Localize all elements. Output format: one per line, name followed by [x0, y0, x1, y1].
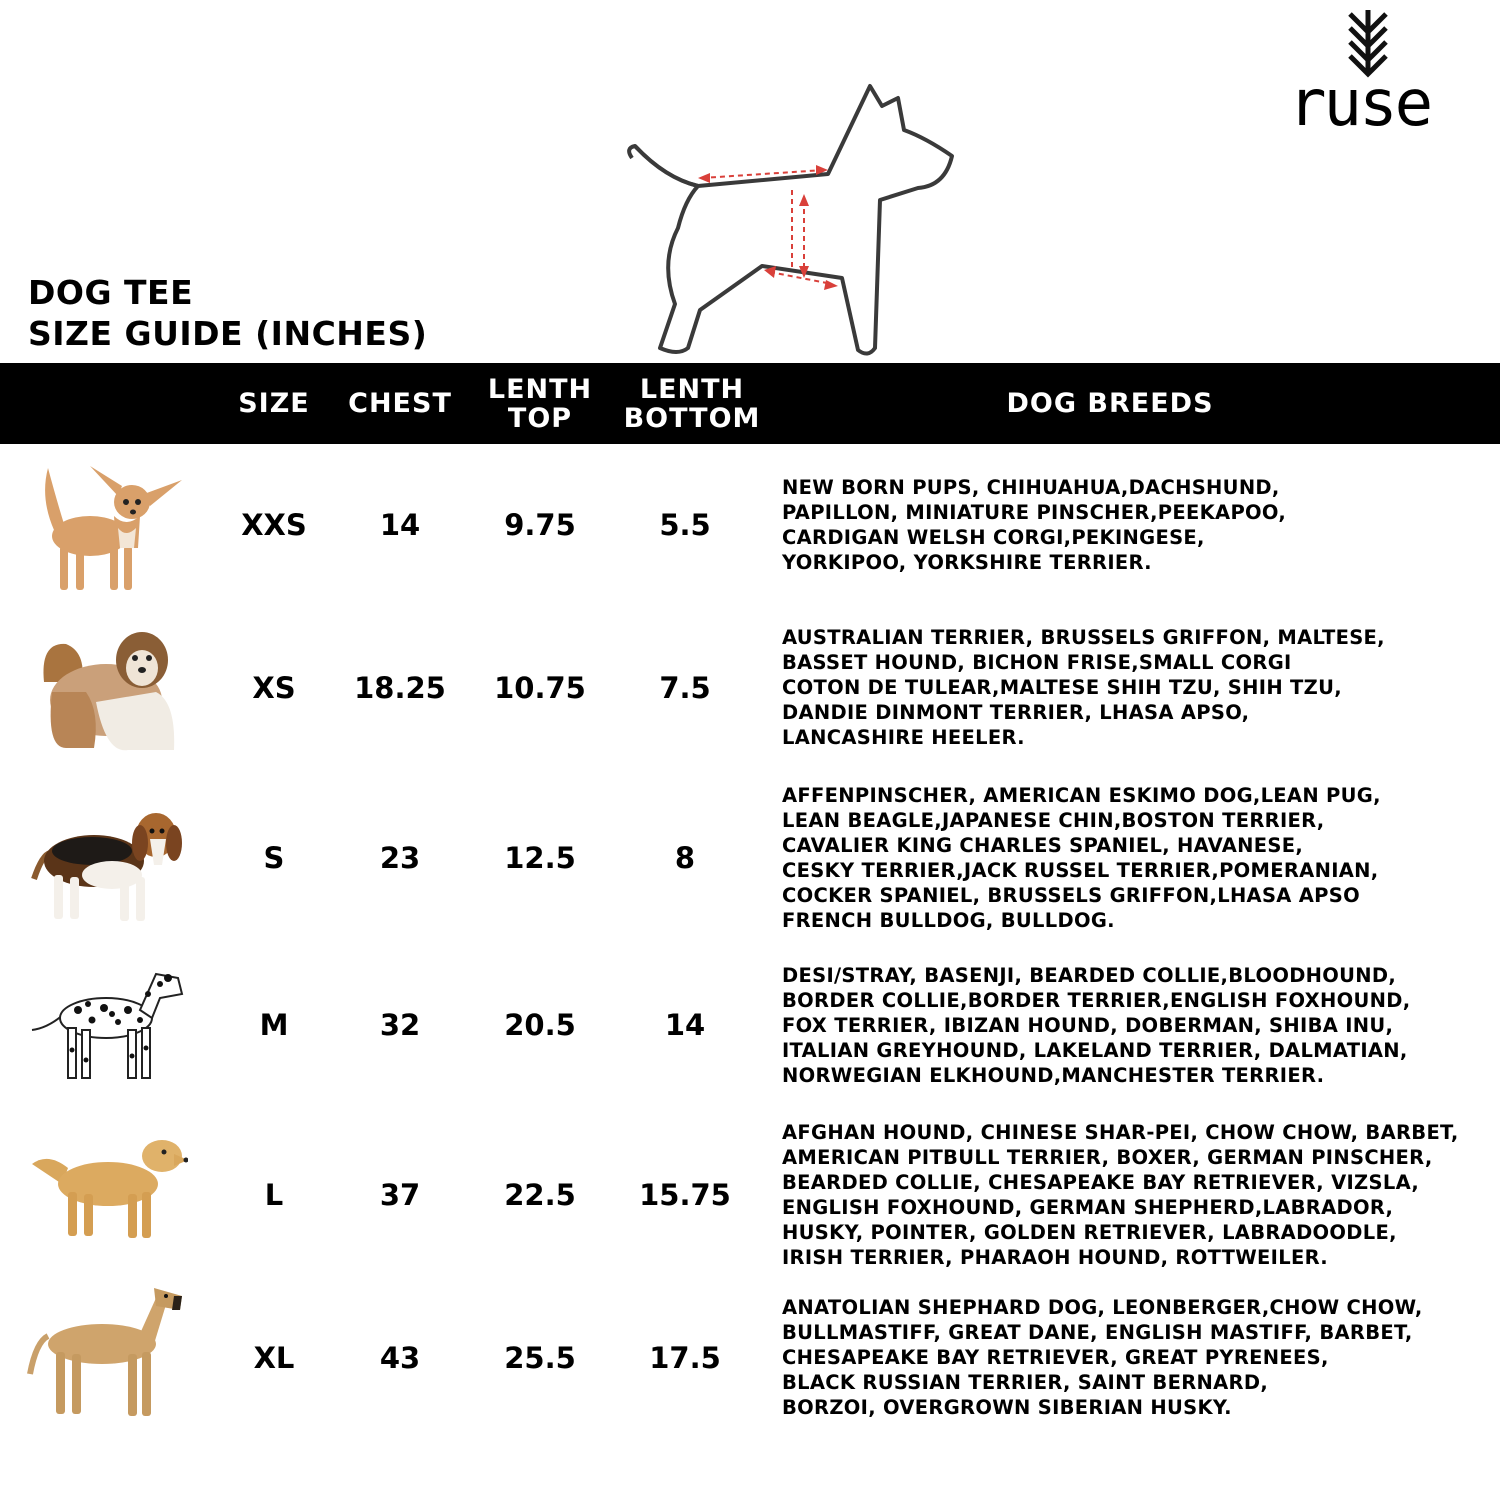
length-top-value: 10.75: [494, 670, 586, 705]
golden-retriever-photo: [28, 1132, 188, 1242]
chest-value: 43: [379, 1340, 421, 1375]
dalmatian-illustration: [28, 964, 188, 1084]
chest-value: 18.25: [354, 670, 446, 705]
size-value: S: [263, 840, 285, 875]
size-value: M: [259, 1008, 289, 1042]
length-top-value: 25.5: [504, 1340, 576, 1375]
header-size: SIZE: [238, 388, 310, 419]
length-top-value: 12.5: [504, 840, 576, 875]
brand-logo: [1280, 10, 1460, 140]
length-top-value: 22.5: [504, 1178, 576, 1212]
chest-value: 14: [379, 508, 421, 542]
dog-measurement-outline-icon: [620, 78, 960, 358]
size-value: L: [264, 1178, 284, 1212]
header-length-top: LENTH TOP: [487, 373, 593, 434]
length-bottom-value: 15.75: [639, 1178, 731, 1212]
chest-value: 32: [379, 1008, 421, 1042]
header-dog-breeds: DOG BREEDS: [1006, 388, 1214, 419]
beagle-photo: [28, 795, 188, 927]
table-row: [0, 775, 1500, 940]
dog-breeds-text: AUSTRALIAN TERRIER, BRUSSELS GRIFFON, MALTESE, BASSET HOUND, BICHON FRISE,SMALL CORGI COTON DE TULEAR,MALTESE SHIH TZU, SHIH TZU, DANDIE DINMONT TERRIER, LHASA APSO, LANCASHIRE HEELER.: [782, 626, 1385, 749]
dog-breeds-text: AFFENPINSCHER, AMERICAN ESKIMO DOG,LEAN PUG, LEAN BEAGLE,JAPANESE CHIN,BOSTON TERRIER, CAVALIER KING CHARLES SPANIEL, HAVANESE, CESKY TERRIER,JACK RUSSEL TERRIER,POMERANIAN, COCKER SPANIEL, BRUSSELS GRIFFON,LHASA APSO FRENCH BULLDOG, BULLDOG.: [782, 783, 1381, 932]
table-row: [0, 1110, 1500, 1280]
table-row: [0, 610, 1500, 765]
header-length-bottom: LENTH BOTTOM: [623, 373, 761, 434]
chest-value: 23: [379, 840, 421, 875]
dog-breeds-text: AFGHAN HOUND, CHINESE SHAR-PEI, CHOW CHOW, BARBET, AMERICAN PITBULL TERRIER, BOXER, GERMAN PINSCHER, BEARDED COLLIE, CHESAPEAKE BAY RETRIEVER, VIZSLA, ENGLISH FOXHOUND, GERMAN SHEPHERD,LABRADOR, HUSKY, POINTER, GOLDEN RETRIEVER, LABRADOODLE, IRISH TERRIER, PHARAOH HOUND, ROTTWEILER.: [782, 1121, 1459, 1269]
lhasa-apso-photo: [36, 622, 186, 757]
dog-breeds-text: ANATOLIAN SHEPHARD DOG, LEONBERGER,CHOW CHOW, BULLMASTIFF, GREAT DANE, ENGLISH MASTIFF, BARBET, CHESAPEAKE BAY RETRIEVER, GREAT PYRENEES, BLACK RUSSIAN TERRIER, SAINT BERNARD, BORZOI, OVERGROWN SIBERIAN HUSKY.: [782, 1296, 1423, 1419]
length-bottom-value: 7.5: [659, 670, 711, 705]
length-top-value: 20.5: [504, 1008, 576, 1042]
table-row: [0, 450, 1500, 600]
table-row: [0, 950, 1500, 1100]
table-row: [0, 1290, 1500, 1425]
brand-wordmark: ruse: [1288, 67, 1431, 141]
table-header: [0, 363, 1500, 444]
title-line-1: DOG TEE: [28, 273, 194, 312]
size-value: XS: [252, 670, 296, 705]
length-bottom-value: 17.5: [649, 1340, 721, 1375]
length-bottom-value: 5.5: [659, 508, 711, 542]
dog-breeds-text: NEW BORN PUPS, CHIHUAHUA,DACHSHUND, PAPILLON, MINIATURE PINSCHER,PEEKAPOO, CARDIGAN WELSH CORGI,PEKINGESE, YORKIPOO, YORKSHIRE TERRIER.: [782, 476, 1287, 574]
chihuahua-photo: [30, 458, 190, 593]
dog-breeds-text: DESI/STRAY, BASENJI, BEARDED COLLIE,BLOODHOUND, BORDER COLLIE,BORDER TERRIER,ENGLISH FOXHOUND, FOX TERRIER, IBIZAN HOUND, DOBERMAN, SHIBA INU, ITALIAN GREYHOUND, LAKELAND TERRIER, DALMATIAN, NORWEGIAN ELKHOUND,MANCHESTER TERRIER.: [782, 963, 1411, 1087]
title-line-2: SIZE GUIDE (INCHES): [28, 314, 428, 353]
chest-value: 37: [379, 1178, 421, 1212]
size-value: XL: [253, 1340, 295, 1375]
size-value: XXS: [241, 508, 307, 542]
page-title: [28, 272, 427, 354]
length-top-value: 9.75: [504, 508, 576, 542]
length-bottom-value: 14: [664, 1008, 706, 1042]
great-dane-photo: [26, 1282, 186, 1422]
header-chest: CHEST: [348, 388, 452, 419]
length-bottom-value: 8: [674, 840, 696, 875]
